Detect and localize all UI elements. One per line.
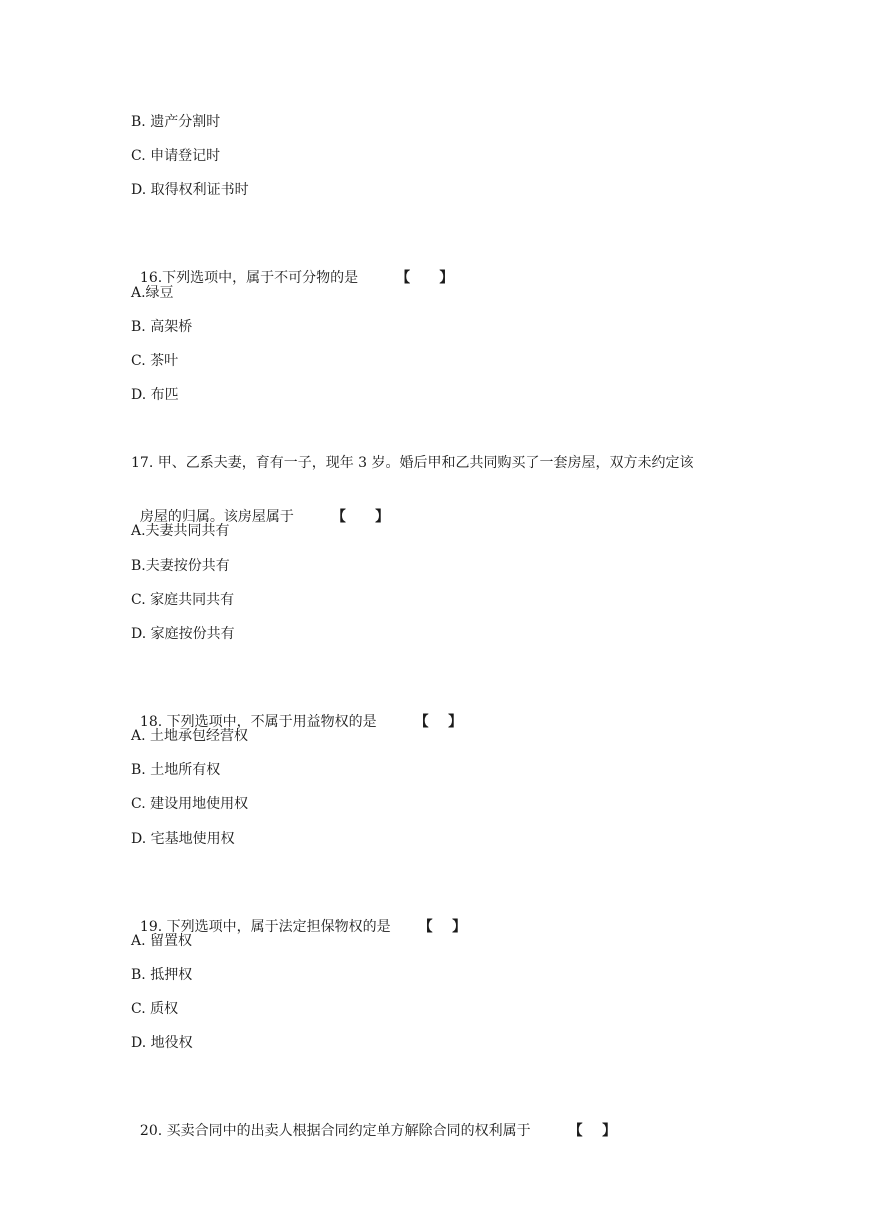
question-20-stem xyxy=(131,1101,616,1141)
question-16-option-a: A.绿豆 xyxy=(131,285,174,301)
question-17-option-c: C. 家庭共同共有 xyxy=(131,592,235,608)
question-stem-text: 20. 买卖合同中的出卖人根据合同约定单方解除合同的权利属于 xyxy=(139,1123,531,1139)
question-17-stem-line-1: 17. 甲、乙系夫妻，育有一子，现年 3 岁。婚后甲和乙共同购买了一套房屋，双方未约定该 xyxy=(131,455,694,471)
question-18-option-d: D. 宅基地使用权 xyxy=(131,831,235,847)
answer-bracket: 【 】 xyxy=(568,1123,617,1139)
question-16-option-c: C. 茶叶 xyxy=(131,353,179,369)
question-16-stem xyxy=(131,248,453,288)
answer-bracket: 【 】 xyxy=(331,509,390,525)
answer-bracket: 【 】 xyxy=(418,919,467,935)
question-16-option-d: D. 布匹 xyxy=(131,387,179,403)
question-17-option-a: A.夫妻共同共有 xyxy=(131,523,230,539)
answer-bracket: 【 】 xyxy=(396,270,454,286)
question-18-option-a: A. 土地承包经营权 xyxy=(131,728,249,744)
question-19-option-d: D. 地役权 xyxy=(131,1035,193,1051)
option-b: B. 遗产分割时 xyxy=(131,114,221,130)
question-19-option-c: C. 质权 xyxy=(131,1001,179,1017)
question-19-option-b: B. 抵押权 xyxy=(131,967,193,983)
option-c: C. 申请登记时 xyxy=(131,148,221,164)
question-stem-text: 18. 下列选项中，不属于用益物权的是 xyxy=(139,714,377,730)
option-d: D. 取得权利证书时 xyxy=(131,182,249,198)
answer-bracket: 【 】 xyxy=(414,714,463,730)
question-stem-text: 19. 下列选项中，属于法定担保物权的是 xyxy=(139,919,391,935)
question-stem-text: 16.下列选项中，属于不可分物的是 xyxy=(139,270,359,286)
question-17-option-d: D. 家庭按份共有 xyxy=(131,626,235,642)
question-18-option-c: C. 建设用地使用权 xyxy=(131,796,249,812)
question-stem-text: 房屋的归属。该房屋属于 xyxy=(139,509,294,525)
question-19-option-a: A. 留置权 xyxy=(131,933,193,949)
question-16-option-b: B. 高架桥 xyxy=(131,319,193,335)
question-18-option-b: B. 土地所有权 xyxy=(131,762,221,778)
question-17-option-b: B.夫妻按份共有 xyxy=(131,558,230,574)
